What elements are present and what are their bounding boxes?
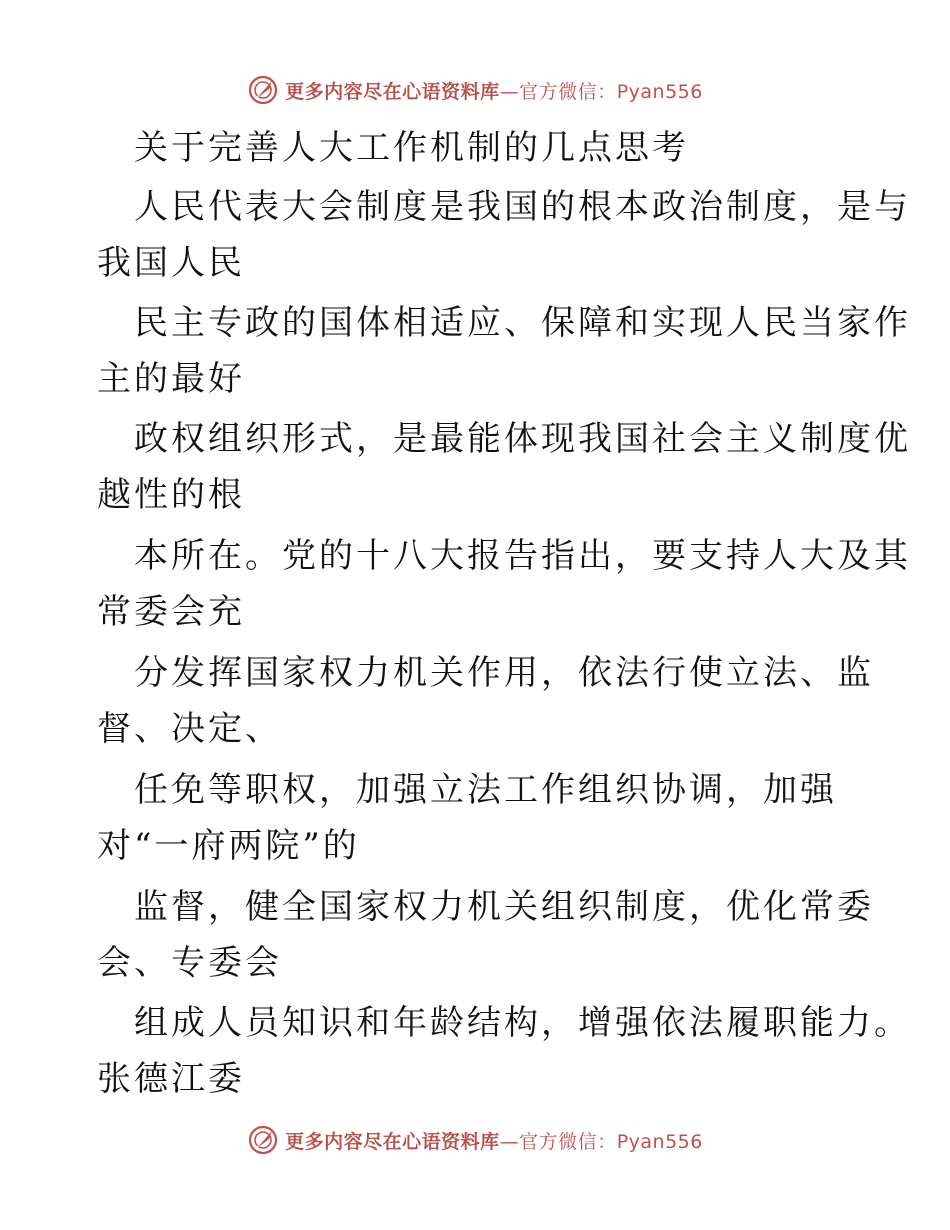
banner-text: [285, 77, 703, 104]
banner-wechat-id: Pyan556: [616, 1130, 703, 1153]
text-line: 主的最好: [97, 359, 245, 399]
text-line: 对“一府两院”的: [97, 826, 360, 866]
text-line: 督、决定、: [97, 709, 282, 749]
text-line: 越性的根: [97, 475, 245, 515]
text-line: 常委会充: [97, 592, 245, 632]
text-line: 人民代表大会制度是我国的根本政治制度，是与: [134, 187, 911, 227]
quill-logo-icon: [247, 74, 279, 106]
banner-main-text: 更多内容尽在心语资料库: [285, 1130, 500, 1153]
footer-banner: [0, 1120, 950, 1160]
text-line: 本所在。党的十八大报告指出，要支持人大及其: [134, 536, 911, 576]
header-banner: [0, 70, 950, 110]
banner-wechat-id: Pyan556: [616, 80, 703, 103]
quill-logo-icon: [247, 1124, 279, 1156]
text-line: 监督，健全国家权力机关组织制度，优化常委: [134, 887, 874, 927]
text-line: 分发挥国家权力机关作用，依法行使立法、监: [134, 653, 874, 693]
text-line: 我国人民: [97, 243, 245, 283]
banner-main-text: 更多内容尽在心语资料库: [285, 80, 500, 103]
banner-text: [285, 1127, 703, 1154]
banner-dash: —: [499, 1130, 520, 1153]
text-line: 组成人员知识和年龄结构，增强依法履职能力。: [134, 1003, 911, 1043]
text-line: 任免等职权，加强立法工作组织协调，加强: [134, 770, 837, 810]
banner-dash: —: [499, 80, 520, 103]
text-line: 政权组织形式，是最能体现我国社会主义制度优: [134, 419, 911, 459]
document-title: 关于完善人大工作机制的几点思考: [134, 128, 689, 168]
text-line: 会、专委会: [97, 943, 282, 983]
text-line: 民主专政的国体相适应、保障和实现人民当家作: [134, 303, 911, 343]
banner-wechat-label: 官方微信：: [519, 80, 617, 103]
text-line: 张德江委: [97, 1059, 245, 1099]
banner-wechat-label: 官方微信：: [519, 1130, 617, 1153]
